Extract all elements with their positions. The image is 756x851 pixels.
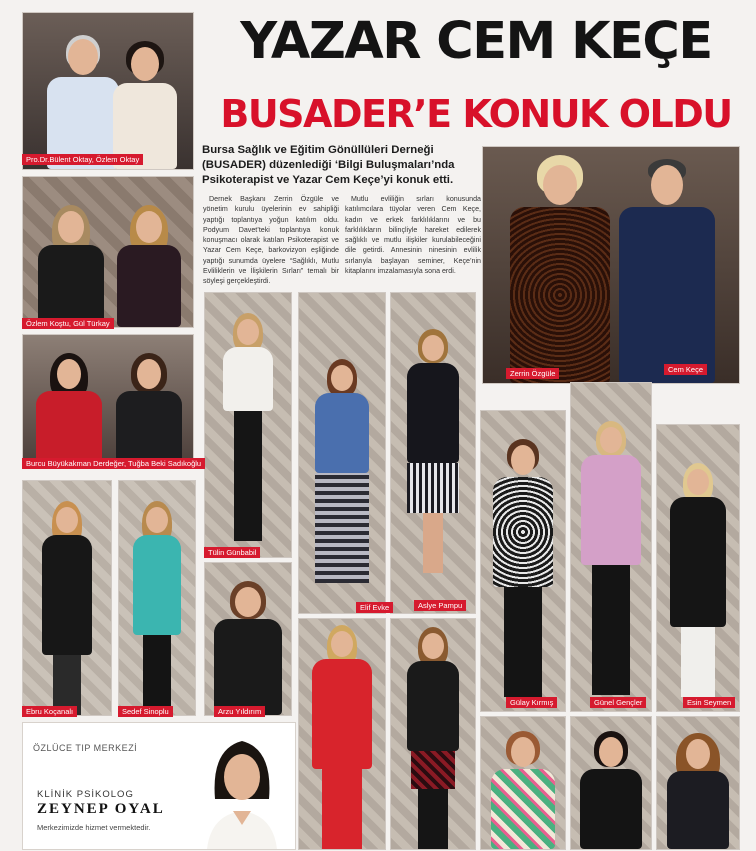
ad-portrait xyxy=(197,729,287,849)
photo-black-top xyxy=(390,618,476,850)
photo-buyukakman-sadikoglu xyxy=(22,334,194,466)
headline-line1: YAZAR CEM KEÇE xyxy=(240,12,712,71)
photo-black-sweater xyxy=(570,716,652,850)
lead-paragraph: Bursa Sağlık ve Eğitim Gönüllüleri Derneği (BUSADER) düzenlediği ‘Bilgi Buluşmaları’nda Psikoterapist ve Yazar Cem Keçe’yi konuk etti. xyxy=(202,144,455,186)
caption-gunbabil: Tülin Günbabil xyxy=(204,547,260,558)
photo-gencler xyxy=(570,382,652,712)
photo-yildirim xyxy=(204,562,292,716)
caption-kece: Cem Keçe xyxy=(664,364,707,375)
caption-pampu: Aslye Pampu xyxy=(414,600,466,611)
body-column-2: Mutlu evliliğin sırları konusunda katılımcılara tüyolar veren Cem Keçe, kadın ve erkek farklılıklarını ve bu farklılıkların bilinçliyle hareket edilerek sağlıklı ve mutlu ilişkiler kurulabileceğini dile getirdi. Annesinin ninesinin evlilik sırlarıyla başlayan seminer, Keçe’nin kitaplarını imzalamasıyla sona erdi. xyxy=(345,195,481,276)
photo-kostu-turkay xyxy=(22,176,194,328)
photo-oktay-couple xyxy=(22,12,194,170)
photo-green-floral xyxy=(480,716,566,850)
caption-oktay: Pro.Dr.Bülent Oktay, Özlem Oktay xyxy=(22,154,143,165)
photo-red-suit xyxy=(298,618,386,850)
ad-note: Merkezimizde hizmet vermektedir. xyxy=(37,823,151,832)
photo-kocanali xyxy=(22,480,112,716)
photo-pampu xyxy=(390,292,476,614)
ad-person-name: ZEYNEP OYAL xyxy=(37,801,165,817)
caption-sinoplu: Sedef Sinoplu xyxy=(118,706,173,717)
ad-role: KLİNİK PSİKOLOG xyxy=(37,789,134,800)
caption-gencler: Günel Gençler xyxy=(590,697,646,708)
caption-seymen: Esin Seymen xyxy=(683,697,735,708)
photo-sinoplu xyxy=(118,480,196,716)
caption-ozgule: Zerrin Özgüle xyxy=(506,368,559,379)
caption-buyukakman: Burcu Büyükakman Derdeğer, Tuğba Beki Sadıkoğlu xyxy=(22,458,205,469)
photo-curly-hair xyxy=(656,716,740,850)
photo-gunbabil xyxy=(204,292,292,558)
caption-evke: Elif Evke xyxy=(356,602,393,613)
photo-seymen xyxy=(656,424,740,712)
clinic-name: ÖZLÜCE TIP MERKEZİ xyxy=(33,743,138,753)
portrait-illustration xyxy=(197,729,287,849)
photo-evke xyxy=(298,292,386,614)
photo-ozgule-kece xyxy=(482,146,740,384)
headline-line2: BUSADER’E KONUK OLDU xyxy=(220,92,732,136)
caption-yildirim: Arzu Yıldırım xyxy=(214,706,265,717)
caption-kostu-turkay: Özlem Koştu, Gül Türkay xyxy=(22,318,114,329)
caption-kocanali: Ebru Koçanalı xyxy=(22,706,77,717)
body-column-1: Dernek Başkanı Zerrin Özgüle ve yönetim kurulu üyelerinin ev sahipliği yaptığı toplantıya yoğun katılım oldu. Podyum Davet’teki toplantıya konuk konuşmacı olarak katılan Psikoterapist ve Yazar Cem Keçe, barkovizyon eşliğinde yaptığı sunumda üyelere “Sağlıklı, Mutlu Evliliklerin ve İlişkilerin Sırları” temalı bir söyleşi gerçekleştirdi. xyxy=(203,195,339,286)
caption-kirmis: Gülay Kırmış xyxy=(506,697,557,708)
photo-kirmis xyxy=(480,410,566,712)
clinic-advertisement xyxy=(22,722,296,850)
